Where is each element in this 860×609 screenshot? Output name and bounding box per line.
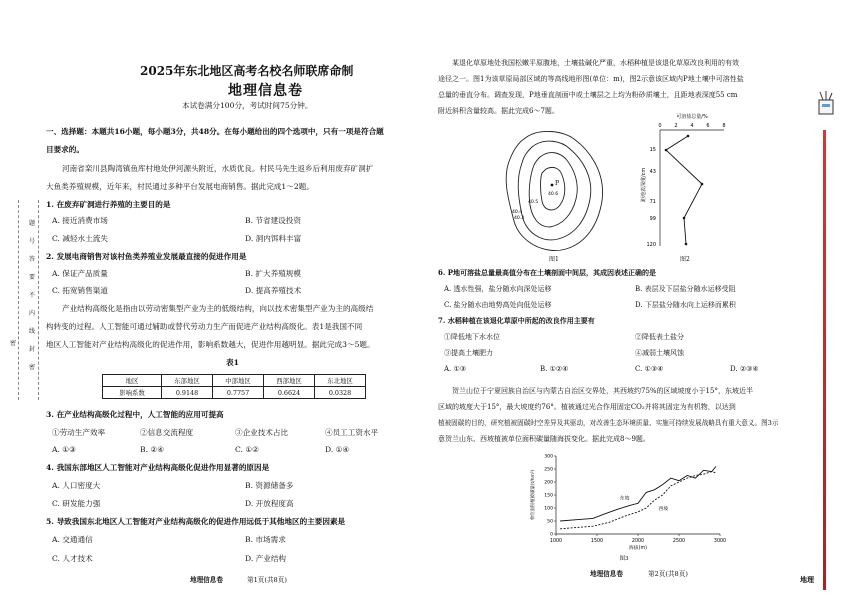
q3-item-4: ④员工工资水平 [325,428,379,437]
fig3-x-tick-label: 3000 [713,539,727,544]
q2-stem: 2. 发展电商销售对该村鱼类养殖业发展最直接的促进作用是 [46,252,247,261]
fig3-x-tick-label: 2500 [672,539,686,544]
q4-option-a[interactable]: A. 人口密度大 [52,481,101,490]
table-row [103,387,366,399]
contour-label: 40.3 [514,216,525,221]
contour-line-outer [506,131,602,250]
passage-2-line-3: 地区人工智能对产业结构高级化的促进作用，影响系数越大，促进作用越明显。据此完成3～5题。 [46,340,375,349]
fig3-y-tick-label: 250 [544,467,553,473]
q3-stem: 3. 在产业结构高级化过程中，人工智能的应用可提高 [46,410,224,419]
q5-stem: 5. 导致我国东北地区人工智能对产业结构高级化的促进作用远低于其他地区的主要因素是 [46,517,346,526]
footer-right-name: 地理信息卷 [590,570,623,578]
passage-3-line-1: 某退化草原地处我国松嫩平原腹地，土壤盐碱化严重，水稻种植是该退化草原改良利用的有效 [452,59,739,67]
table-cell: 0.0328 [315,387,366,399]
fig2-point [687,135,690,138]
contour-line [529,153,577,227]
footer-corner-subject: 地理 [800,575,814,584]
q1-option-a[interactable]: A. 接近消费市场 [52,216,108,225]
table-header-cell: 地区 [103,375,162,387]
q7-option-b[interactable]: B. ①②④ [540,365,569,373]
q6-option-d[interactable]: D. 下层盐分随水向上运移而累积 [635,301,736,309]
fig3-x-tick-label: 1000 [549,539,563,544]
q7-item-2: ②降低表土盐分 [635,333,684,341]
table-1 [102,374,366,399]
table-header-row [103,375,366,387]
q1-stem: 1. 在废弃矿洞进行养殖的主要目的是 [46,200,171,209]
q3-item-1: ①劳动生产效率 [52,428,106,437]
q4-option-d[interactable]: D. 开放程度高 [245,499,294,508]
binding-char: 题 [28,220,35,227]
fig2-point [683,217,686,220]
q7-option-a[interactable]: A. ①③ [444,365,467,373]
binding-char: 号 [28,238,35,245]
table-header-cell: 东北地区 [315,375,366,387]
q7-item-1: ①降低地下水水位 [444,333,500,341]
section-heading-2: 目要求的。 [46,145,84,154]
binding-line-outer [18,200,19,400]
table-header-cell: 西部地区 [264,375,315,387]
passage-4-line-3: 植被固碳的目的，研究植被固碳时空差异及其驱动，对改善生态环境质量、实施可持续发展战略具有重大意义。图3示 [438,419,779,427]
binding-char: 封 [28,346,35,353]
contour-label: 40.4 [512,210,523,215]
passage-4-line-2: 区域的坡度大于15°，最大坡度约76°。植被通过光合作用固定CO₂并将其固定为有机物，以达到 [438,403,736,411]
point-p-marker [551,184,554,187]
fig2-y-tick: 99 [649,216,656,222]
passage-2-line-2: 构转变的过程。人工智能可通过辅助或替代劳动力生产而促进产业结构高级化。表1是我国不同 [46,322,363,331]
q1-option-d[interactable]: D. 洞内饵料丰富 [245,234,302,243]
passage-2-line-1: 产业结构高级化是指由以劳动密集型产业为主的低级结构，向以技术密集型产业为主的高级结 [62,304,374,313]
exam-info: 本试卷满分100分，考试时间75分钟。 [182,101,313,110]
table-1-caption: 表1 [226,358,239,367]
fig2-y-tick: 43 [649,169,656,175]
binding-char: 内 [28,310,35,317]
fig3-axes [529,454,726,562]
figure-1-caption: 图1 [549,256,559,263]
figure-2-salt-profile [640,112,730,258]
q6-option-b[interactable]: B. 表层及下层盐分随水运移受阻 [635,285,736,293]
fig3-series-label-east: 东坡 [619,496,630,502]
figure-3-carbon-chart [520,448,730,566]
passage-4-line-1: 贺兰山位于宁夏回族自治区与内蒙古自治区交界处，其西坡约75%的区域坡度小于15°，东坡近半 [452,387,753,395]
contour-label: 40.5 [528,200,539,205]
fig2-x-tick: 6 [706,123,710,129]
q3-option-b[interactable]: B. ②④ [140,445,165,454]
fig2-x-tick: 0 [658,123,662,129]
passage-4-line-4: 意贺兰山东、西坡植被单位面积碳量随海拔变化。据此完成8～9题。 [438,435,650,443]
footer-left-name: 地理信息卷 [190,576,223,584]
passage-3-line-3: 总量的垂直分布。调查发现，P地垂直剖面中或土壤层之上均为粉砂质壤土，且距地表深度55 cm [438,91,738,99]
table-cell: 0.7757 [213,387,264,399]
fig2-profile-line [666,136,702,244]
fig2-x-tick: 4 [690,123,694,129]
section-heading-1: 一、选择题：本题共16小题，每小题3分，共48分。在每小题给出的四个选项中，只有一项是符合题 [46,127,384,136]
paper-subtitle: 地理信息卷 [228,83,303,99]
q4-option-b[interactable]: B. 资源储备多 [245,481,294,490]
q3-option-d[interactable]: D. ①④ [325,445,350,454]
fig3-x-axis-label: 海拔(m) [628,546,648,551]
q3-item-2: ②信息交流程度 [140,428,194,437]
passage-1-line-1: 河南省栾川县陶湾镇鱼库村地处伊河源头附近，水质优良。村民马先生返乡后利用废弃矿洞扩 [62,164,374,173]
fig3-y-tick-label: 150 [544,493,553,499]
passage-3-line-2: 途径之一。图1为该草原局部区域的等高线地形图(单位：m)，图2示意该区域内P地土壤中可溶性盐 [438,75,744,83]
fig3-x-tick-label: 1500 [590,539,604,544]
q6-stem: 6. P地可溶盐总量最高值分布在土壤剖面中间层，其成因表述正确的是 [438,268,657,277]
fig2-y-tick: 15 [649,147,656,153]
footer-right-page: 第2页(共8页) [648,570,688,578]
q4-stem: 4. 我国东部地区人工智能对产业结构高级化促进作用显著的原因是 [46,463,270,472]
q5-option-d[interactable]: D. 产业结构 [245,554,287,563]
q7-option-c[interactable]: C. ①③④ [635,365,664,373]
right-edge-strip [823,130,826,590]
passage-1-line-2: 大鱼类养殖规模，近年来，村民通过多种平台发展电商销售。据此完成1～2题。 [46,182,314,191]
q7-option-d[interactable]: D. ②③④ [730,365,759,373]
fig3-caption: 图3 [619,556,629,562]
q7-item-3: ③提高土壤肥力 [444,349,493,357]
q3-item-3: ③企业技术占比 [235,428,289,437]
q4-option-c[interactable]: C. 研发能力强 [52,499,101,508]
fig3-series-group [560,466,716,528]
table-header-cell: 东部地区 [162,375,213,387]
passage-3-line-4: 附近斜积含量较高。据此完成6～7题。 [438,107,559,115]
q2-option-a[interactable]: A. 保证产品质量 [52,269,108,278]
q2-option-b[interactable]: B. 扩大养殖规模 [245,269,301,278]
q6-option-c[interactable]: C. 盐分随水由地势高处向低处运移 [444,301,552,309]
point-p-label: P [555,180,560,187]
fig2-point [665,149,668,152]
q6-option-a[interactable]: A. 透水性强，盐分随水向深处运移 [444,285,552,293]
table-header-cell: 中部地区 [213,375,264,387]
binding-line-inner [38,200,39,400]
binding-char: 答 [28,256,35,263]
fig2-point [701,183,704,186]
q5-option-b[interactable]: B. 市场需求 [245,535,286,544]
fig2-y-tick: 71 [649,199,656,205]
q7-item-4: ④减弱土壤风蚀 [635,349,684,357]
binding-char: 线 [28,328,35,335]
q2-option-c[interactable]: C. 拓宽销售渠道 [52,286,108,295]
q3-option-c[interactable]: C. ①② [235,445,259,454]
q7-stem: 7. 水稻种植在该退化草原中所起的改良作用主要有 [438,316,595,325]
figure-1-contour-map [498,125,610,257]
fig2-y-label: 距地表深度/cm [641,167,647,202]
fig3-series-line-east [560,466,716,521]
fig3-y-tick-label: 300 [544,454,553,460]
q3-option-a[interactable]: A. ①③ [52,445,76,454]
q5-option-c[interactable]: C. 人才技术 [52,554,93,563]
fig3-y-axis-label: 单位面积植被碳量(t/hm²) [531,469,536,521]
fig3-y-tick-label: 0 [550,532,553,538]
binding-char: 不 [28,292,35,299]
fig3-x-tick-label: 2000 [631,539,645,544]
table-cell: 0.9148 [162,387,213,399]
binding-text-column [27,215,37,377]
table-cell: 0.6624 [264,387,315,399]
pen-holder-icon [815,90,837,116]
contour-line-inner [541,167,565,210]
exam-title: 2025年东北地区高考名校名师联席命制 [140,64,354,78]
fig3-series-label-west: 西坡 [658,507,669,513]
binding-char: 密 [28,364,35,371]
figure-2-caption: 图2 [680,256,690,263]
q2-option-d[interactable]: D. 提高养殖技术 [245,286,302,295]
binding-char: 要 [28,274,35,281]
fig3-y-tick-label: 200 [544,480,553,486]
footer-left-page: 第1页(共8页) [247,576,287,584]
fig2-x-tick: 8 [722,123,726,129]
q5-option-a[interactable]: A. 交通通信 [52,535,93,544]
q1-option-b[interactable]: B. 节省建设投资 [245,216,301,225]
fig2-y-tick: 120 [646,242,656,248]
fig3-y-tick-label: 50 [547,519,553,525]
fig3-series-line-west [560,472,716,529]
table-row-label: 影响系数 [103,387,162,399]
contour-label: 40.6 [548,192,559,197]
fig3-y-tick-label: 100 [544,506,553,512]
binding-seal: 密 [10,340,17,347]
q1-option-c[interactable]: C. 减轻水土流失 [52,234,108,243]
fig2-axis-title: 可溶盐总量/% [676,114,708,120]
fig2-point [685,243,688,246]
fig2-x-tick: 2 [674,123,678,129]
